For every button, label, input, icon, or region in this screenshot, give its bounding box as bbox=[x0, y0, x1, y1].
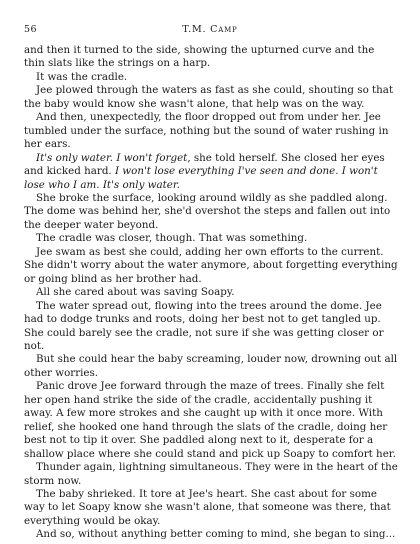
paragraph bbox=[24, 44, 398, 71]
text-run: , she told herself. She closed her eyes and kicked hard. bbox=[24, 151, 385, 178]
paragraph bbox=[24, 192, 398, 232]
text-run: The water spread out, flowing into the trees around the dome. Jee had to dodge trunks and roots, doing her best not to get tangled up. She could barely see the cradle, not sure if she was getting closer or not. bbox=[24, 299, 384, 352]
paragraph bbox=[24, 71, 398, 84]
text-run: and then it turned to the side, showing the upturned curve and the thin slats like the strings on a harp. bbox=[24, 44, 375, 70]
paragraph bbox=[24, 246, 398, 286]
paragraph bbox=[24, 353, 398, 380]
text-run: The baby shrieked. It tore at Jee's heart. She cast about for some way to let Soapy know she wasn't alone, that someone was there, that everything would be okay. bbox=[24, 487, 391, 527]
italic-text: I won't lose everything I've seen and done. I won't lose who I am. It's only water. bbox=[24, 165, 378, 191]
paragraph bbox=[24, 488, 398, 528]
text-run: The cradle was closer, though. That was something. bbox=[36, 232, 308, 245]
text-run: Panic drove Jee forward through the maze of trees. Finally she felt her open hand strike the side of the cradle, accidentally pushing it away. A few more strokes and she caught up with it once more. With relief, she hooked one hand through the slats of the cradle, doing her best not to tip it over. She paddled along next to it, desperate for a shallow place where she could stand and pick up Soapy to comfort her. bbox=[24, 380, 396, 460]
italic-text: It's only water. I won't forget bbox=[36, 151, 188, 164]
text-run: It was the cradle. bbox=[36, 70, 128, 83]
paragraph bbox=[24, 528, 398, 541]
text-run: She broke the surface, looking around wildly as she paddled along. The dome was behind her, she'd overshot the steps and fallen out into the deeper water beyond. bbox=[24, 191, 391, 231]
text-run: Jee swam as best she could, adding her own efforts to the current. She didn't worry about the water anymore, about forgetting everything or going blind as her brother had. bbox=[24, 245, 398, 285]
paragraph bbox=[24, 461, 398, 488]
text-run: And so, without anything better coming to mind, she began to sing... bbox=[36, 528, 396, 541]
body-text bbox=[24, 44, 398, 542]
paragraph bbox=[24, 300, 398, 354]
text-run: But she could hear the baby screaming, louder now, drowning out all other worries. bbox=[24, 353, 398, 379]
text-run: Thunder again, lightning simultaneous. They were in the heart of the storm now. bbox=[24, 461, 398, 487]
paragraph bbox=[24, 152, 398, 192]
page-header bbox=[24, 24, 396, 38]
text-run: And then, unexpectedly, the floor dropped out from under her. Jee tumbled under the surface, nothing but the sound of water rushing in her ears. bbox=[24, 111, 389, 151]
text-run: All she cared about was saving Soapy. bbox=[36, 286, 235, 299]
paragraph bbox=[24, 232, 398, 245]
paragraph bbox=[24, 380, 398, 461]
paragraph bbox=[24, 286, 398, 299]
paragraph bbox=[24, 84, 398, 111]
running-head-author: T.M. Camp bbox=[182, 24, 238, 35]
page-number: 56 bbox=[24, 24, 38, 35]
text-run: Jee plowed through the waters as fast as she could, shouting so that the baby would know she wasn't alone, that help was on the way. bbox=[24, 84, 394, 110]
paragraph bbox=[24, 111, 398, 151]
